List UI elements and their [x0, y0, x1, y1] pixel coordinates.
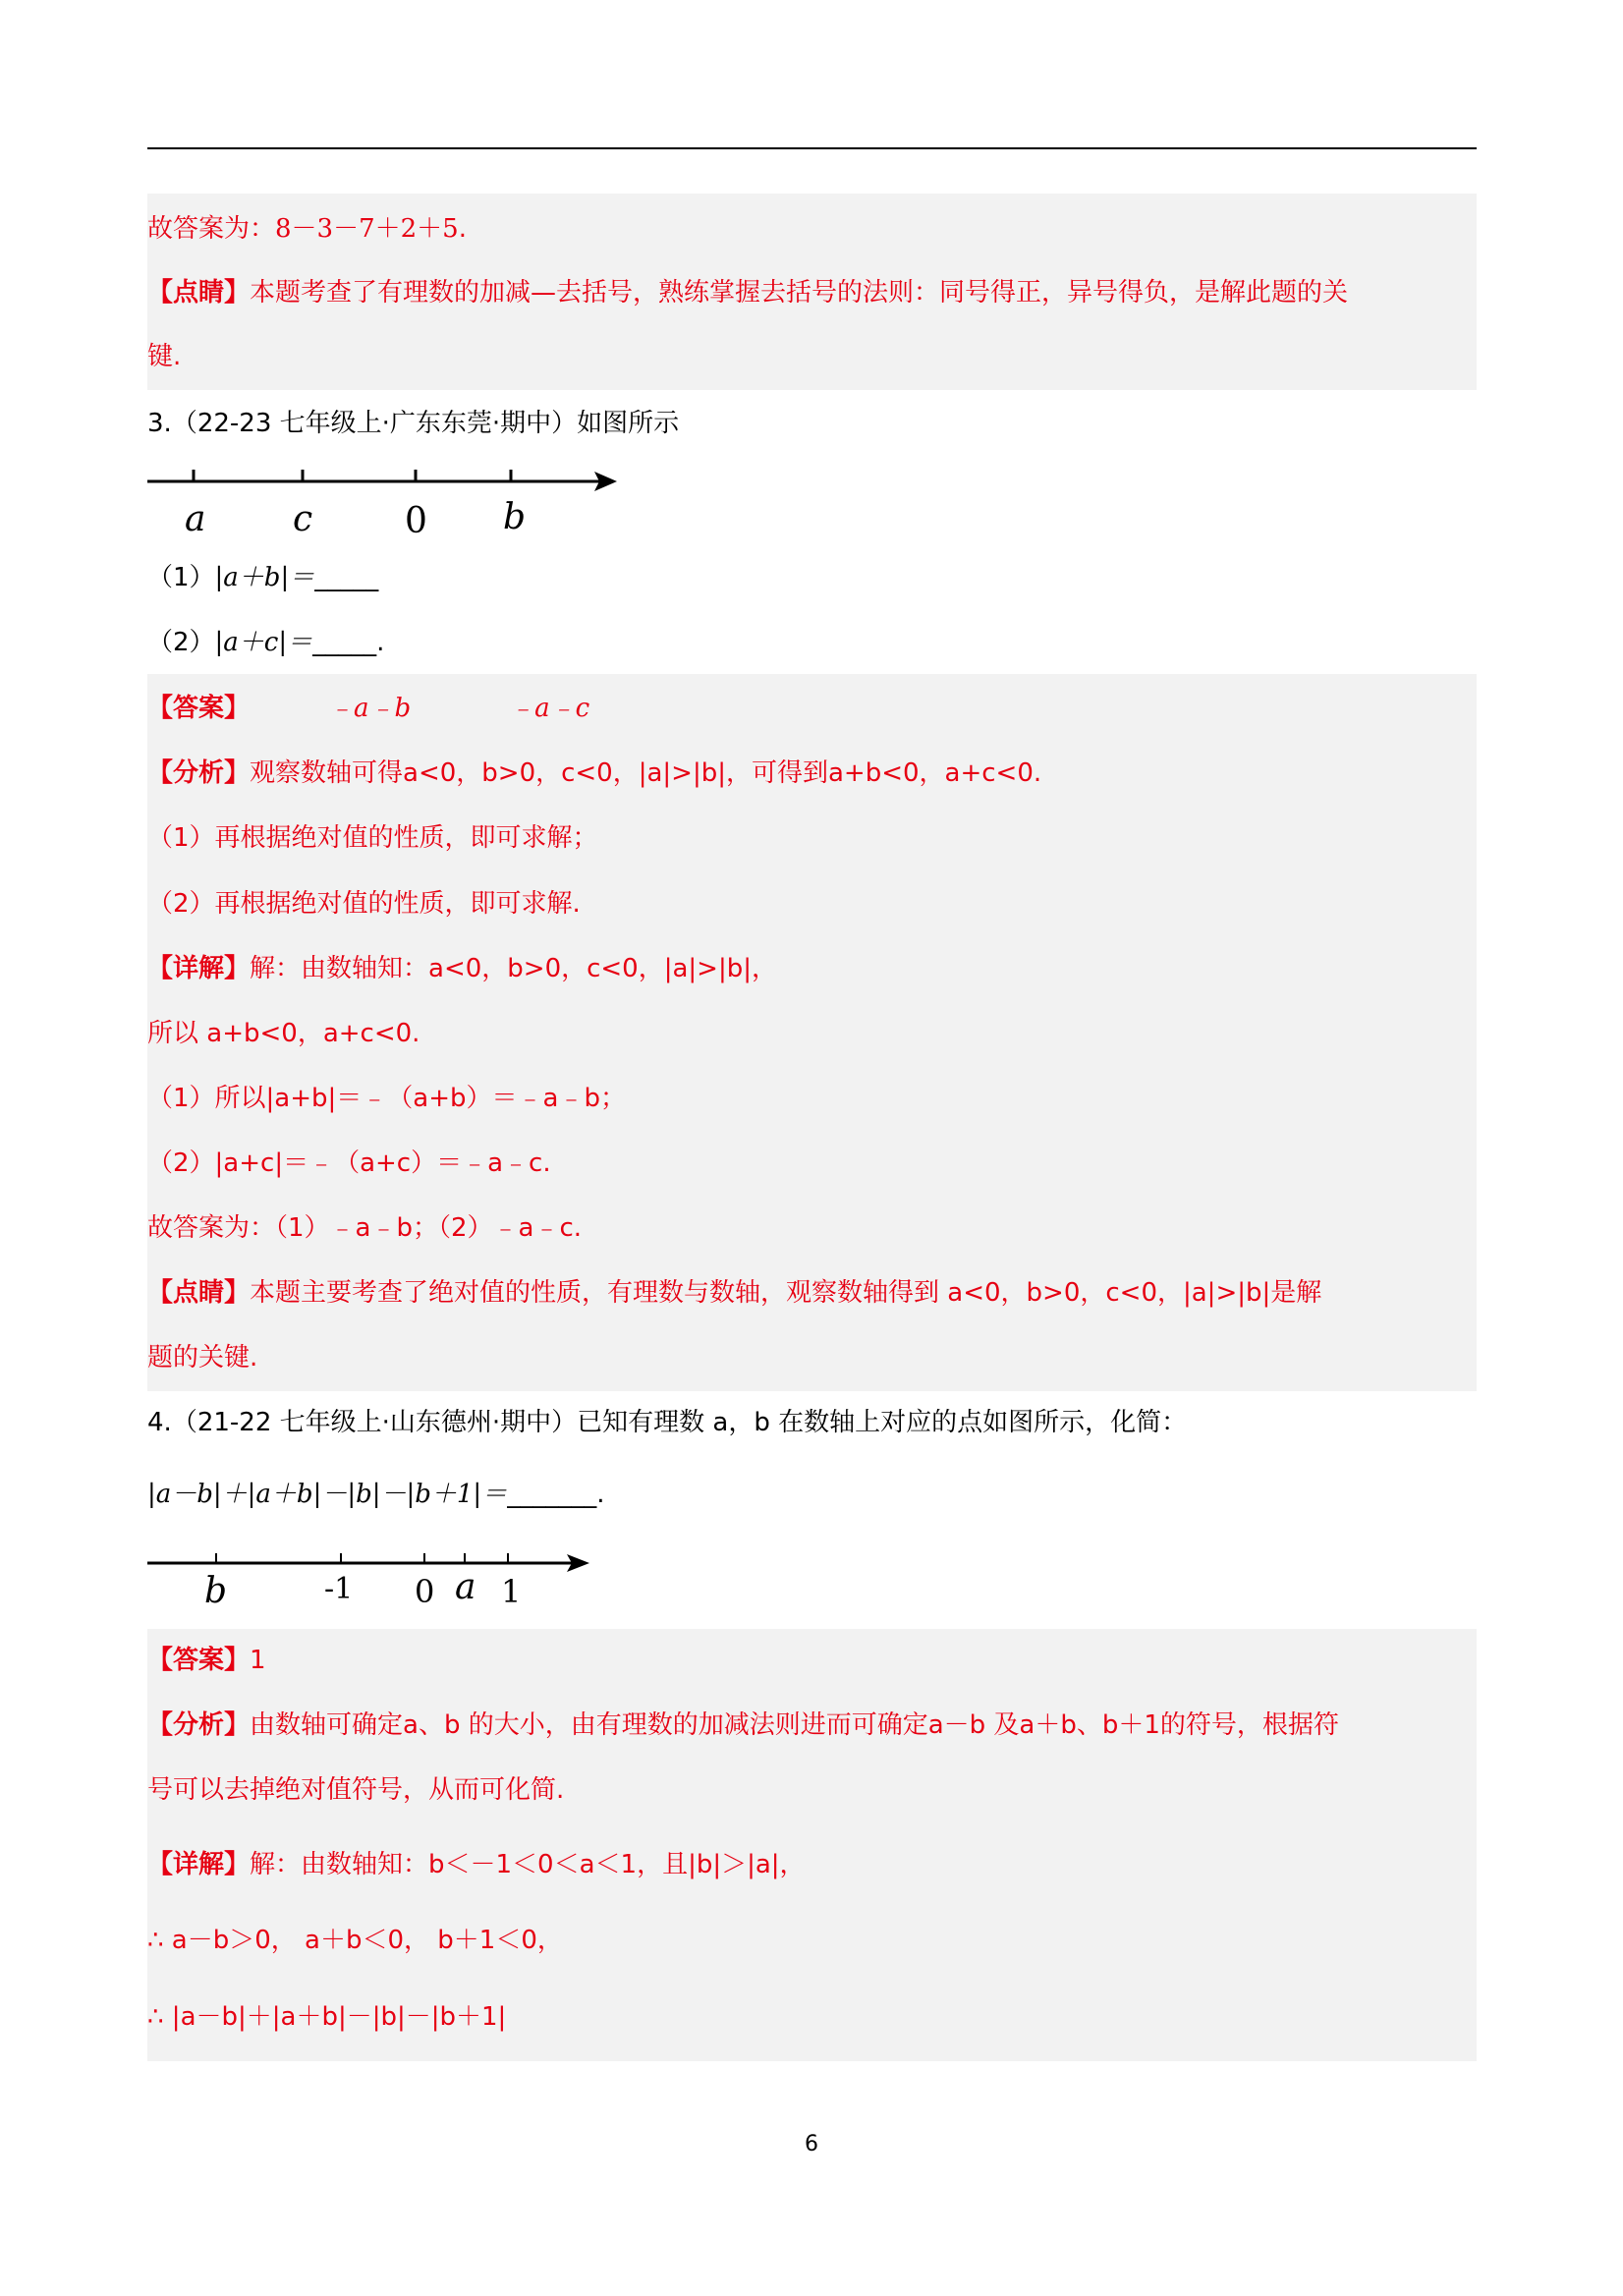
q4-expression: |a－b|＋|a＋b|－|b|－|b＋1|＝_______. [147, 1480, 605, 1509]
q3-number-line [147, 462, 639, 550]
q4-analysis-cont: 号可以去掉绝对值符号，从而可化简. [147, 1775, 565, 1805]
page-number: 6 [805, 2132, 818, 2156]
analysis-tag: 【分析】 [147, 758, 251, 788]
note-tag: 【点睛】 [147, 1278, 251, 1308]
label-b: b [503, 497, 527, 537]
q4-analysis: 【分析】由数轴可确定a、b 的大小，由有理数的加减法则进而可确定a－b 及a＋b、b＋1的符号，根据符 [147, 1710, 1339, 1740]
q3-detail: 【详解】解：由数轴知：a<0，b>0，c<0，|a|>|b|， [147, 954, 777, 983]
label-0: 0 [415, 1573, 435, 1610]
q3-sub2: （2）|a＋c|＝_____. [147, 628, 385, 657]
q2-note-cont: 键. [147, 342, 182, 371]
note-tag: 【点睛】 [147, 278, 251, 308]
q4-answer: 【答案】1 [147, 1646, 266, 1675]
detail-tag: 【详解】 [147, 1850, 251, 1879]
answer-tag: 【答案】 [147, 1646, 251, 1675]
detail-tag: 【详解】 [147, 954, 251, 983]
q4-detail: 【详解】解：由数轴知：b＜－1＜0＜a＜1，且|b|＞|a|， [147, 1850, 806, 1879]
q4-detail-3: ∴ |a－b|＋|a＋b|－|b|－|b＋1| [147, 2002, 507, 2032]
q3-analysis-2: （2）再根据绝对值的性质，即可求解. [147, 889, 581, 919]
q2-note: 【点睛】本题考查了有理数的加减—去括号，熟练掌握去括号的法则：同号得正，异号得负，是解此题的关 [147, 278, 1349, 308]
label-c: c [293, 499, 313, 539]
q2-final-answer: 故答案为：8－3－7＋2＋5. [147, 214, 467, 244]
q3-answer: 【答案】 ﹣a﹣b ﹣a﹣c [147, 694, 590, 723]
q3-sub1: （1）|a＋b|＝_____ [147, 563, 379, 592]
label-minus1: -1 [324, 1572, 354, 1606]
q4-title: 4.（21-22 七年级上·山东德州·期中）已知有理数 a，b 在数轴上对应的点如图所示，化简： [147, 1408, 1188, 1437]
q3-detail-2: 所以 a+b<0，a+c<0. [147, 1019, 420, 1048]
answer-tag: 【答案】 [147, 694, 251, 723]
label-a: a [185, 499, 206, 539]
q3-note-cont: 题的关键. [147, 1343, 258, 1372]
q3-analysis-1: （1）再根据绝对值的性质，即可求解； [147, 823, 598, 853]
analysis-tag: 【分析】 [147, 1710, 251, 1740]
solution-block-q4 [147, 1629, 1477, 2061]
q3-analysis: 【分析】观察数轴可得a<0，b>0，c<0，|a|>|b|，可得到a+b<0，a+c<0. [147, 758, 1042, 788]
q3-final-answer: 故答案为：（1）﹣a﹣b；（2）﹣a﹣c. [147, 1213, 583, 1243]
q4-number-line [147, 1547, 599, 1626]
q3-detail-3: （1）所以|a+b|＝﹣（a+b）＝﹣a﹣b； [147, 1084, 626, 1113]
q3-detail-4: （2）|a+c|＝﹣（a+c）＝﹣a﹣c. [147, 1148, 551, 1178]
label-a: a [455, 1567, 476, 1607]
label-0: 0 [405, 501, 427, 541]
label-1: 1 [501, 1573, 522, 1610]
label-b: b [204, 1571, 228, 1611]
q4-detail-2: ∴ a－b＞0， a＋b＜0， b＋1＜0， [147, 1926, 563, 1955]
header-rule [147, 147, 1477, 149]
q3-note: 【点睛】本题主要考查了绝对值的性质，有理数与数轴，观察数轴得到 a<0，b>0，c<0，|a|>|b|是解 [147, 1278, 1322, 1308]
q3-title: 3.（22-23 七年级上·广东东莞·期中）如图所示 [147, 409, 680, 438]
